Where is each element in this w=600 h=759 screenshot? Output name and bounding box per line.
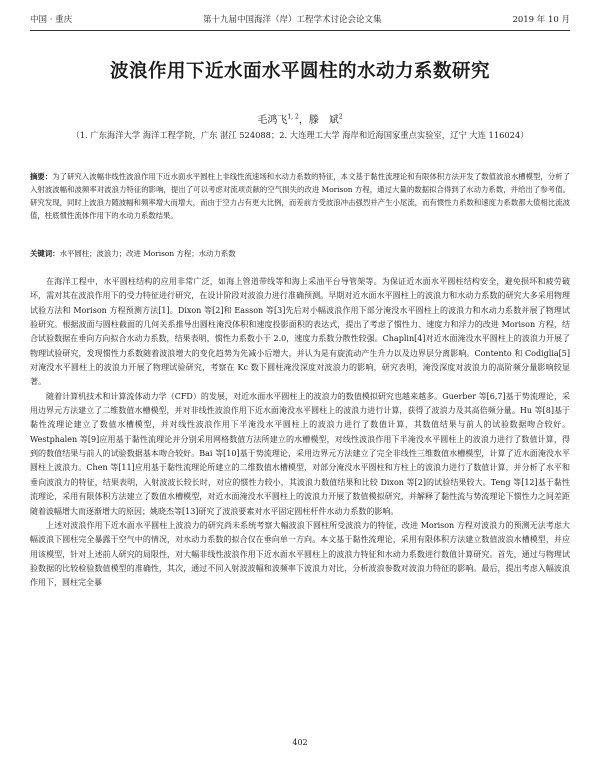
paper-title: 波浪作用下近水面水平圆柱的水动力系数研究 bbox=[109, 61, 490, 82]
author-name: 滕 斌 bbox=[308, 115, 339, 126]
body-paragraph: 在海洋工程中，水平圆柱结构的应用非常广泛，如海上管道带线等和海上采油平台导管架等。为保证近水面水平圆柱结构安全，避免损坏和疲劳破坏，需对其在波浪作用下的受力特征进行研究，在设计阶段对波浪力进行准确预测。早期对近水面水平圆柱上的波浪力和水动力系数的研究大多采用物理试验方法和 Morison 方程预测方法[1]。Dixon 等[2]和 Easson 等[3]先后对小幅波浪作用下部分淹没水平圆柱上的波浪力和水动力系数并展了物理试验研究。根据波面与圆柱截面的几何关系推导出圆柱淹没体积和速度投影面积的表达式，提出了考虑了惯性力、速度力和浮力的改进 Morison 方程，结合试验数据在垂向方向拟合水动力系数，结果表明，惯性力系数小于 2.0，速度力系数分散性较强。Chaplin[4]对近水面淹没水平圆柱上的波浪力开展了物理试验研究，发现惯性力系数随着波浪增大的变化趋势为先减小后增大，并认为是有旋流动产生升力以及边界层分离影响。Contento 和 Codiglia[5]对淹没水平圆柱上的波浪力开展了物理试验研究，考察在 Kc 数下圆柱淹没深度对波浪力的影响，研究表明，淹没深度对波浪力的高阶频分量影响较显著。 bbox=[30, 277, 570, 387]
keywords-label: 关键词： bbox=[30, 249, 60, 258]
header-location: 中国 · 重庆 bbox=[30, 15, 73, 25]
keywords bbox=[30, 248, 570, 260]
running-header bbox=[30, 12, 570, 26]
header-divider bbox=[30, 30, 570, 31]
keywords-text: 水平圆柱；波浪力；改进 Morison 方程；水动力系数 bbox=[59, 249, 236, 258]
body-text bbox=[30, 275, 570, 591]
affiliations: （1. 广东海洋大学 海洋工程学院，广东 湛江 524088；2. 大连理工大学 海岸和近海国家重点实验室，辽宁 大连 116024） bbox=[71, 130, 529, 140]
abstract-label: 摘要： bbox=[30, 172, 53, 181]
page-number: 402 bbox=[292, 738, 308, 747]
author-affiliation-mark: 1, 2 bbox=[287, 113, 299, 121]
abstract bbox=[30, 170, 570, 222]
header-date: 2019 年 10 月 bbox=[512, 15, 570, 25]
abstract-text: 为了研究入波幅非线性波浪作用下近水面水平圆柱上非线性流速场和水动力系数的特征，本文基于黏性流理论和有限体积方法开发了数值波浪水槽模型，分析了入射波波幅和波频率对波浪力特征的影响，提出了可以考虑对流项贡献的空气损失的改进 Morison 方程，通过大量的数据拟合得到了水动力系数，并给出了参考值。研究发现，同时上波浪力随波幅和频率增大而增大，而由于空力占有更大比例，而差前方受波浪冲击强烈并产生小尾流，而有惯性力系数和速度力系数都大值相比流波值，柱底惯性流体作用下的水动力系数结果。 bbox=[30, 172, 570, 220]
author-affiliation-mark: 2 bbox=[338, 113, 343, 121]
body-paragraph: 随着计算机技术和计算流体动力学（CFD）的发展，对近水面水平圆柱上的波浪力的数值模拟研究也越来越多。Guerber 等[6,7]基于势流理论，采用边界元方法建立了二维数值水槽模型，并对非线性波浪作用下近水面淹没水平圆柱上的波浪力进行计算，获得了波浪力及其高倍频分量。Hu 等[8]基于黏性流理论建立了数值水槽模型，并对线性波浪作用下半淹没水平圆柱上的波浪力进行了数值计算，其数值结果与前人的试验数据吻合较好。Westphalen 等[9]应用基于黏性流理论并分别采用网格数值方法所建立的水槽模型，对线性波浪作用下半淹没水平圆柱上的波浪力进行了数值计算，得到的数值结果与前人的试验数据基本吻合较好。Bai 等[10]基于势流理论，采用边界元方法建立了完全非线性三维数值水槽模型，计算了近水面淹没水平圆柱上波浪力。Chen 等[11]应用基于黏性流理论所建立的二维数值水槽模型，对部分淹没水平圆柱和方柱上的波浪力进行了数值计算，并分析了水平和垂向波浪力的特征，结果表明，入射波波长较长时，对应的惯性力较小，其波浪力数值结果和比较 Dixon 等[2]的试验结果较大。Teng 等[12]基于黏性流理论，采用有限体积方法建立了数值水槽模型，对近水面淹没水平圆柱上的波浪力开展了数值模拟研究，并解释了黏性流与势流理论下惯性力之间差距随着波幅增大而逐渐增大的原因；姚晓杰等[13]研究了波浪要素对水平固定圆柱杆件水动力系数的影响。 bbox=[30, 391, 570, 516]
author-line: 毛鸿飞$^{1, 2}$，滕 斌$^2$ bbox=[257, 113, 343, 126]
author-name: 毛鸿飞 bbox=[257, 115, 288, 126]
header-proceedings: 第十九届中国海洋（岸）工程学术讨论会论文集 bbox=[203, 15, 382, 25]
body-paragraph: 上述对波浪作用下近水面水平圆柱上波浪力的研究尚未系统考察大幅波浪下圆柱所受波浪力的特征，改进 Morison 方程对波浪力的预测无法考虑大幅波浪下圆柱完全暴露于空气中的情况，对水动力系数的拟合仅在垂向单一方向。本文基于黏性流理论，采用有限体积方法建立数值波浪水槽模型，并应用该模型，针对上述前人研究的局限性，对大幅非线性波浪作用下近水面水平圆柱上的波浪力特征和水动力系数进行数值计算研究。首先，通过与物理试验数据的比较检验数值模型的准确性，其次，通过不同入射波波幅和波频率下波浪力对比，分析波浪参数对波浪力特征的影响。最后，提出考虑入幅波浪作用下，圆柱完全暴 bbox=[30, 520, 570, 588]
